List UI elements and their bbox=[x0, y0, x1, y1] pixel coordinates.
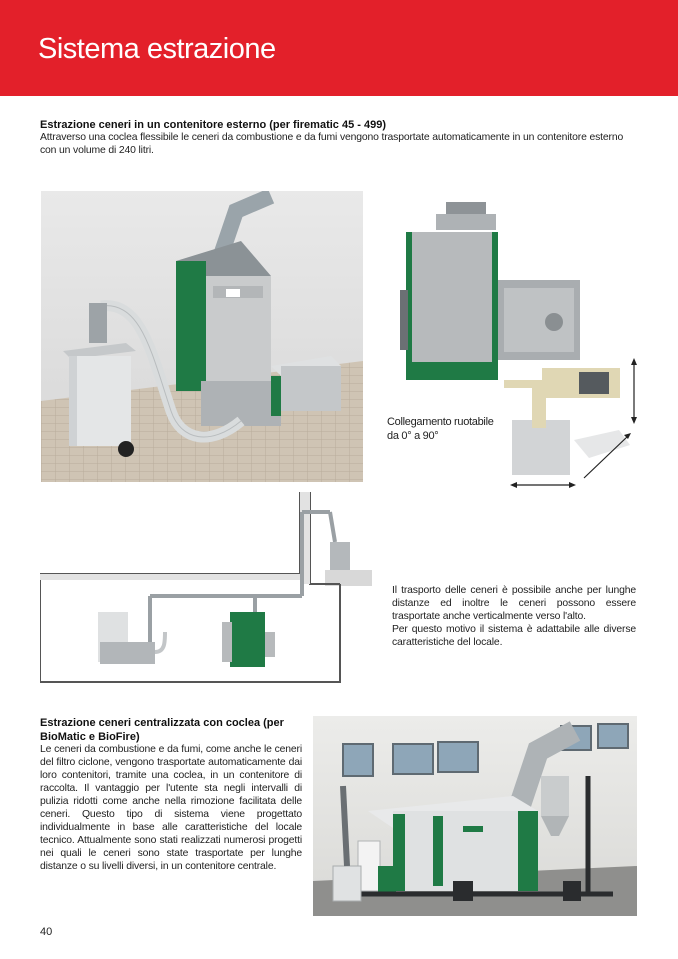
page-number: 40 bbox=[40, 926, 53, 938]
page-title: Sistema estrazione bbox=[38, 33, 276, 65]
long-distance-transport-schematic bbox=[40, 492, 372, 684]
rotation-caption-line1: Collegamento ruotabile bbox=[387, 416, 494, 428]
section-text-centralized: Le ceneri da combustione e da fumi, come anche le ceneri del filtro ciclone, vengono trasportate automaticamente dai loro contenitori, tramite una coclea, in un contenitore di raccolta. Il vantaggio per l'utente sta negli intervalli di pulizia ridotti come anche nella rimozione facilitata delle ceneri. Questo tipo di sistema viene progettato individualmente in base alle caratteristiche del locale tecnico. Attualmente sono stati realizzati numerosi progetti nei quali le ceneri sono state trasportate per lunghe distanze o su livelli diversi, in un contenitore centrale. bbox=[40, 744, 302, 872]
section-text-external-container: Attraverso una coclea flessibile le ceneri da combustione e da fumi vengono trasportate automaticamente in un contenitore esterno con un volume di 240 litri. bbox=[40, 132, 624, 156]
centralized-auger-illustration bbox=[313, 716, 637, 916]
section-heading-external-container: Estrazione ceneri in un contenitore esterno (per firematic 45 - 499) bbox=[40, 119, 386, 131]
section-heading-centralized: Estrazione ceneri centralizzata con coclea (per BioMatic e BioFire) bbox=[40, 717, 284, 743]
rotation-diagram bbox=[384, 190, 640, 492]
long-distance-text-2: Per questo motivo il sistema è adattabile alle diverse caratteristiche del locale. bbox=[392, 624, 636, 648]
rotation-caption-line2: da 0° a 90° bbox=[387, 430, 439, 442]
rotation-caption bbox=[387, 415, 517, 443]
boiler-external-container-illustration bbox=[41, 191, 363, 482]
page-header bbox=[0, 0, 678, 96]
long-distance-text-1: Il trasporto delle ceneri è possibile anche per lunghe distanze ed inoltre le ceneri possono essere trasportate anche verticalmente verso l'alto. bbox=[392, 585, 636, 622]
